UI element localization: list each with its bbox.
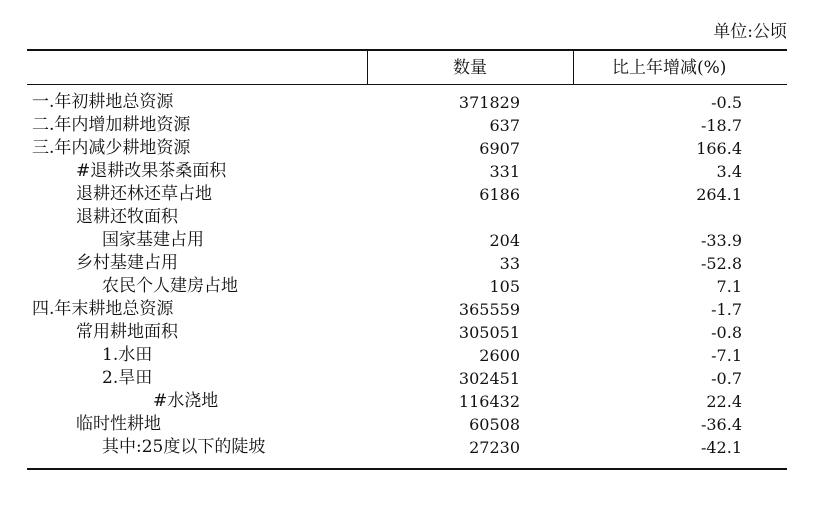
row-change: -42.1 <box>700 438 742 457</box>
row-quantity: 302451 <box>458 369 520 388</box>
row-change: 7.1 <box>716 277 742 296</box>
row-label: #退耕改果茶桑面积 <box>76 161 227 181</box>
table-row <box>0 183 827 206</box>
table-row <box>0 344 827 367</box>
header-divider-2 <box>573 51 574 84</box>
row-change: -52.8 <box>700 254 742 273</box>
row-change: -0.5 <box>711 93 742 112</box>
row-change: 264.1 <box>696 185 742 204</box>
row-label: 国家基建占用 <box>102 230 204 250</box>
row-label: 临时性耕地 <box>76 414 161 434</box>
table-row <box>0 275 827 298</box>
table-row <box>0 206 827 229</box>
row-quantity: 6907 <box>479 139 520 158</box>
row-label: 1.水田 <box>102 345 153 365</box>
row-quantity: 116432 <box>458 392 520 411</box>
row-label: #水浇地 <box>153 391 219 411</box>
header-quantity: 数量 <box>453 58 487 78</box>
header-change: 比上年增减(%) <box>612 58 727 78</box>
row-label: 退耕还牧面积 <box>76 207 178 227</box>
table-row <box>0 229 827 252</box>
row-change: -0.8 <box>711 323 742 342</box>
row-label: 常用耕地面积 <box>76 322 178 342</box>
row-quantity: 2600 <box>479 346 520 365</box>
row-quantity: 105 <box>489 277 520 296</box>
table-row <box>0 436 827 459</box>
row-quantity: 331 <box>489 162 520 181</box>
row-label: 乡村基建占用 <box>76 253 178 273</box>
row-label: 2.旱田 <box>102 368 153 388</box>
row-label: 农民个人建房占地 <box>102 276 238 296</box>
table-row <box>0 91 827 114</box>
row-quantity: 27230 <box>469 438 520 457</box>
row-change: -7.1 <box>711 346 742 365</box>
table-row <box>0 160 827 183</box>
row-quantity: 371829 <box>458 93 520 112</box>
row-quantity: 6186 <box>479 185 520 204</box>
table-row <box>0 390 827 413</box>
header-rule <box>27 84 787 85</box>
row-quantity: 204 <box>489 231 520 250</box>
row-change: -18.7 <box>700 116 742 135</box>
row-label: 其中:25度以下的陡坡 <box>102 437 266 457</box>
row-label: 二.年内增加耕地资源 <box>32 115 191 135</box>
row-change: 22.4 <box>706 392 742 411</box>
row-change: -33.9 <box>700 231 742 250</box>
row-change: -1.7 <box>711 300 742 319</box>
row-label: 三.年内减少耕地资源 <box>32 138 191 158</box>
row-label: 一.年初耕地总资源 <box>32 92 174 112</box>
row-change: -0.7 <box>711 369 742 388</box>
row-change: 3.4 <box>716 162 742 181</box>
row-quantity: 305051 <box>458 323 520 342</box>
bottom-rule <box>27 468 787 470</box>
table-row <box>0 252 827 275</box>
row-quantity: 60508 <box>469 415 520 434</box>
row-change: -36.4 <box>700 415 742 434</box>
table-row <box>0 137 827 160</box>
top-rule <box>27 49 787 51</box>
table-row <box>0 298 827 321</box>
row-quantity: 33 <box>499 254 520 273</box>
row-label: 四.年末耕地总资源 <box>32 299 174 319</box>
row-quantity: 637 <box>489 116 520 135</box>
table-row <box>0 413 827 436</box>
row-change: 166.4 <box>696 139 742 158</box>
row-quantity: 365559 <box>458 300 520 319</box>
header-divider-1 <box>367 51 368 84</box>
unit-label: 单位:公顷 <box>713 22 787 42</box>
table-row <box>0 321 827 344</box>
row-label: 退耕还林还草占地 <box>76 184 212 204</box>
table-row <box>0 114 827 137</box>
table-row <box>0 367 827 390</box>
